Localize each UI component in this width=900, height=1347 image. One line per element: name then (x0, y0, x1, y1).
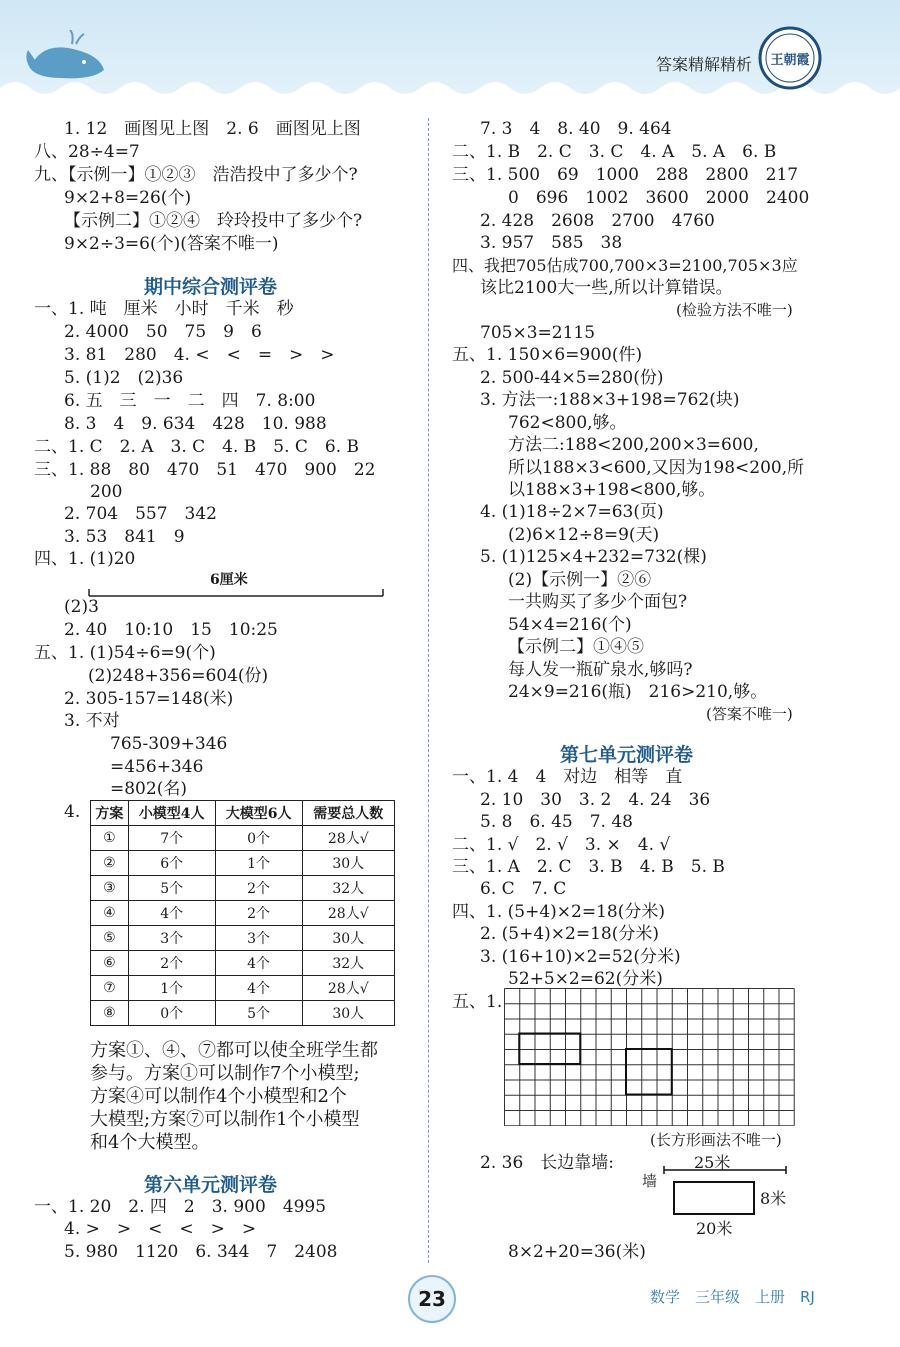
table-cell: 30人 (302, 1001, 394, 1026)
table-row (91, 976, 395, 1001)
page-header (0, 0, 900, 102)
answer-line: 762<800,够。 (508, 413, 627, 433)
table-cell: 30人 (302, 926, 394, 951)
answer-line: (答案不唯一) (706, 705, 793, 723)
answer-line: 一、1. 吨 厘米 小时 千米 秒 (34, 299, 294, 319)
answer-line: 每人发一瓶矿泉水,够吗? (508, 660, 693, 680)
fence-rectangle (660, 1166, 790, 1218)
answer-line: 2. 704 557 342 (64, 504, 217, 524)
answer-line: 二、1. √ 2. √ 3. × 4. √ (452, 835, 671, 855)
answer-line: 9×2+8=26(个) (64, 188, 192, 208)
dimension-bottom: 20米 (696, 1219, 733, 1238)
table-cell: ⑦ (91, 976, 129, 1001)
answer-line: (2)3 (64, 597, 99, 617)
table-cell: ① (91, 826, 129, 851)
answer-line: 4. > > < < > > (64, 1219, 257, 1239)
answer-line: 6. 五 三 一 二 四 7. 8:00 (64, 391, 316, 411)
answer-line: 2. 428 2608 2700 4760 (480, 211, 715, 231)
brand-text: 答案精解精析 (655, 55, 752, 74)
answer-line: 五、1. (1)54÷6=9(个) (34, 643, 216, 663)
answer-line: 2. 500-44×5=280(份) (480, 368, 664, 388)
answer-line: 2. 36 长边靠墙: (480, 1153, 614, 1173)
answer-line: 三、1. A 2. C 3. B 4. B 5. B (452, 857, 725, 877)
table-cell: 28人√ (302, 826, 394, 851)
answer-line: 该比2100大一些,所以计算错误。 (480, 278, 733, 298)
answer-line: 一、1. 20 2. 四 2 3. 900 4995 (34, 1197, 327, 1217)
answer-line: 24×9=216(瓶) 216>210,够。 (508, 682, 768, 702)
table-cell: 28人√ (302, 901, 394, 926)
dimension-side: 8米 (760, 1189, 787, 1208)
answer-line: 【示例二】①④⑤ (508, 637, 644, 657)
answer-line: 2. (5+4)×2=18(分米) (480, 924, 659, 944)
answer-line: 3. (16+10)×2=52(分米) (480, 947, 681, 967)
answer-line: 4. (1)18÷2×7=63(页) (480, 502, 664, 522)
table-row (91, 926, 395, 951)
table-cell: 7个 (128, 826, 215, 851)
answer-line: (检验方法不唯一) (676, 301, 793, 319)
answer-line: 方案①、④、⑦都可以使全班学生都 (90, 1040, 378, 1061)
answer-line: =802(名) (110, 779, 187, 799)
table-cell: ③ (91, 876, 129, 901)
answer-line: 5. (1)2 (2)36 (64, 368, 184, 388)
section-title: 第七单元测评卷 (560, 744, 694, 766)
answer-line: 1. 12 画图见上图 2. 6 画图见上图 (64, 119, 361, 139)
answer-line: 参与。方案①可以制作7个小模型; (90, 1063, 360, 1084)
table-header-cell: 大模型6人 (215, 801, 302, 826)
svg-text:王朝霞: 王朝霞 (770, 53, 810, 68)
segment-label: 6厘米 (210, 572, 248, 588)
answer-line: (2)248+356=604(份) (88, 666, 269, 686)
table-row (91, 951, 395, 976)
table-cell: 1个 (215, 851, 302, 876)
answer-line: =456+346 (110, 757, 204, 777)
footer-subject: 数学 三年级 上册 RJ (650, 1288, 815, 1306)
table-header-cell: 小模型4人 (128, 801, 215, 826)
answer-line: 四、1. (5+4)×2=18(分米) (452, 902, 665, 922)
answer-line: 5. 980 1120 6. 344 7 2408 (64, 1242, 338, 1262)
table-cell: 30人 (302, 851, 394, 876)
table-cell: 2个 (128, 951, 215, 976)
answer-line: 二、1. C 2. A 3. C 4. B 5. C 6. B (34, 437, 360, 457)
answer-line: (长方形画法不唯一) (650, 1131, 782, 1149)
answer-line: 2. 305-157=148(米) (64, 689, 234, 709)
answer-line: 方法二:188<200,200×3=600, (508, 435, 759, 455)
page-number: 23 (408, 1275, 456, 1323)
square-grid (504, 988, 796, 1126)
table-row (91, 826, 395, 851)
answer-line: 大模型;方案⑦可以制作1个小模型 (90, 1109, 360, 1130)
answer-line: 765-309+346 (110, 734, 228, 754)
table-cell: ⑥ (91, 951, 129, 976)
answer-line: 八、28÷4=7 (34, 142, 140, 162)
table-cell: 5个 (128, 876, 215, 901)
answer-line: 9×2÷3=6(个)(答案不唯一) (64, 234, 279, 254)
answer-line: (2)【示例一】②⑥ (508, 570, 652, 590)
section-title: 期中综合测评卷 (144, 276, 278, 298)
table-cell: 2个 (215, 901, 302, 926)
table-header-cell: 方案 (91, 801, 129, 826)
answer-line: 和4个大模型。 (90, 1132, 210, 1153)
answer-line: 54×4=216(个) (508, 615, 632, 635)
table-cell: 4个 (215, 951, 302, 976)
answer-line: 五、1. (452, 992, 503, 1012)
table-cell: 4个 (215, 976, 302, 1001)
table-row (91, 851, 395, 876)
answer-line: 2. 40 10:10 15 10:25 (64, 620, 278, 640)
answer-line: 所以188×3<600,又因为198<200,所 (508, 458, 805, 478)
answer-line: 0 696 1002 3600 2000 2400 (508, 188, 810, 208)
answer-line: 3. 957 585 38 (480, 233, 623, 253)
answer-line: 705×3=2115 (480, 323, 596, 343)
table-row (91, 1001, 395, 1026)
answer-line: 3. 53 841 9 (64, 527, 185, 547)
answer-line: 以188×3+198<800,够。 (508, 480, 716, 500)
table-cell: 6个 (128, 851, 215, 876)
table-cell: 1个 (128, 976, 215, 1001)
dimension-top: 25米 (694, 1153, 731, 1172)
answer-line: 5. (1)125×4+232=732(棵) (480, 547, 707, 567)
table-row (91, 876, 395, 901)
answer-line: 7. 3 4 8. 40 9. 464 (480, 119, 672, 139)
answer-line: 8. 3 4 9. 634 428 10. 988 (64, 414, 327, 434)
answer-line: 五、1. 150×6=900(件) (452, 345, 643, 365)
answer-line: 52+5×2=62(分米) (508, 969, 663, 989)
answer-line: 九、【示例一】①②③ 浩浩投中了多少个? (34, 165, 358, 185)
answer-line: 方案④可以制作4个小模型和2个 (90, 1086, 347, 1107)
answer-line: 一共购买了多少个面包? (508, 592, 688, 612)
answer-line: 2. 10 30 3. 2 4. 24 36 (480, 790, 711, 810)
table-cell: 3个 (215, 926, 302, 951)
answer-line: 一、1. 4 4 对边 相等 直 (452, 767, 683, 787)
table-cell: ⑤ (91, 926, 129, 951)
table-cell: 0个 (128, 1001, 215, 1026)
answer-line: 三、1. 88 80 470 51 470 900 22 (34, 460, 376, 480)
answer-line: 四、1. (1)20 (34, 549, 136, 569)
answer-line: 【示例二】①②④ 玲玲投中了多少个? (64, 211, 363, 231)
table-cell: 4个 (128, 901, 215, 926)
table-cell: 3个 (128, 926, 215, 951)
table-header-cell: 需要总人数 (302, 801, 394, 826)
answer-line: 8×2+20=36(米) (508, 1242, 646, 1262)
wall-label: 墙 (642, 1172, 658, 1190)
plan-table (90, 800, 395, 1026)
table-cell: 2个 (215, 876, 302, 901)
answer-line: 三、1. 500 69 1000 288 2800 217 (452, 165, 799, 185)
table-cell: 28人√ (302, 976, 394, 1001)
answer-line: 四、我把705估成700,700×3=2100,705×3应 (452, 256, 798, 275)
table-cell: ② (91, 851, 129, 876)
table-cell: 32人 (302, 951, 394, 976)
table-row (91, 901, 395, 926)
answer-line: (2)6×12÷8=9(天) (508, 525, 660, 545)
answer-line: 6. C 7. C (480, 879, 567, 899)
answer-line: 3. 不对 (64, 711, 120, 731)
brand-logo (758, 26, 822, 90)
table-cell: 0个 (215, 826, 302, 851)
answer-line: 5. 8 6. 45 7. 48 (480, 812, 633, 832)
table-cell: 5个 (215, 1001, 302, 1026)
answer-line: 3. 方法一:188×3+198=762(块) (480, 390, 740, 410)
answer-line: 4. (64, 802, 81, 822)
table-header-row (91, 801, 395, 826)
section-title: 第六单元测评卷 (144, 1174, 278, 1196)
line-segment (88, 588, 384, 598)
table-cell: 32人 (302, 876, 394, 901)
table-cell: ⑧ (91, 1001, 129, 1026)
column-divider (428, 118, 429, 1263)
answer-line: 2. 4000 50 75 9 6 (64, 322, 262, 342)
answer-line: 二、1. B 2. C 3. C 4. A 5. A 6. B (452, 142, 777, 162)
table-cell: ④ (91, 901, 129, 926)
answer-line: 200 (90, 482, 123, 502)
answer-line: 3. 81 280 4. < < = > > (64, 345, 335, 365)
